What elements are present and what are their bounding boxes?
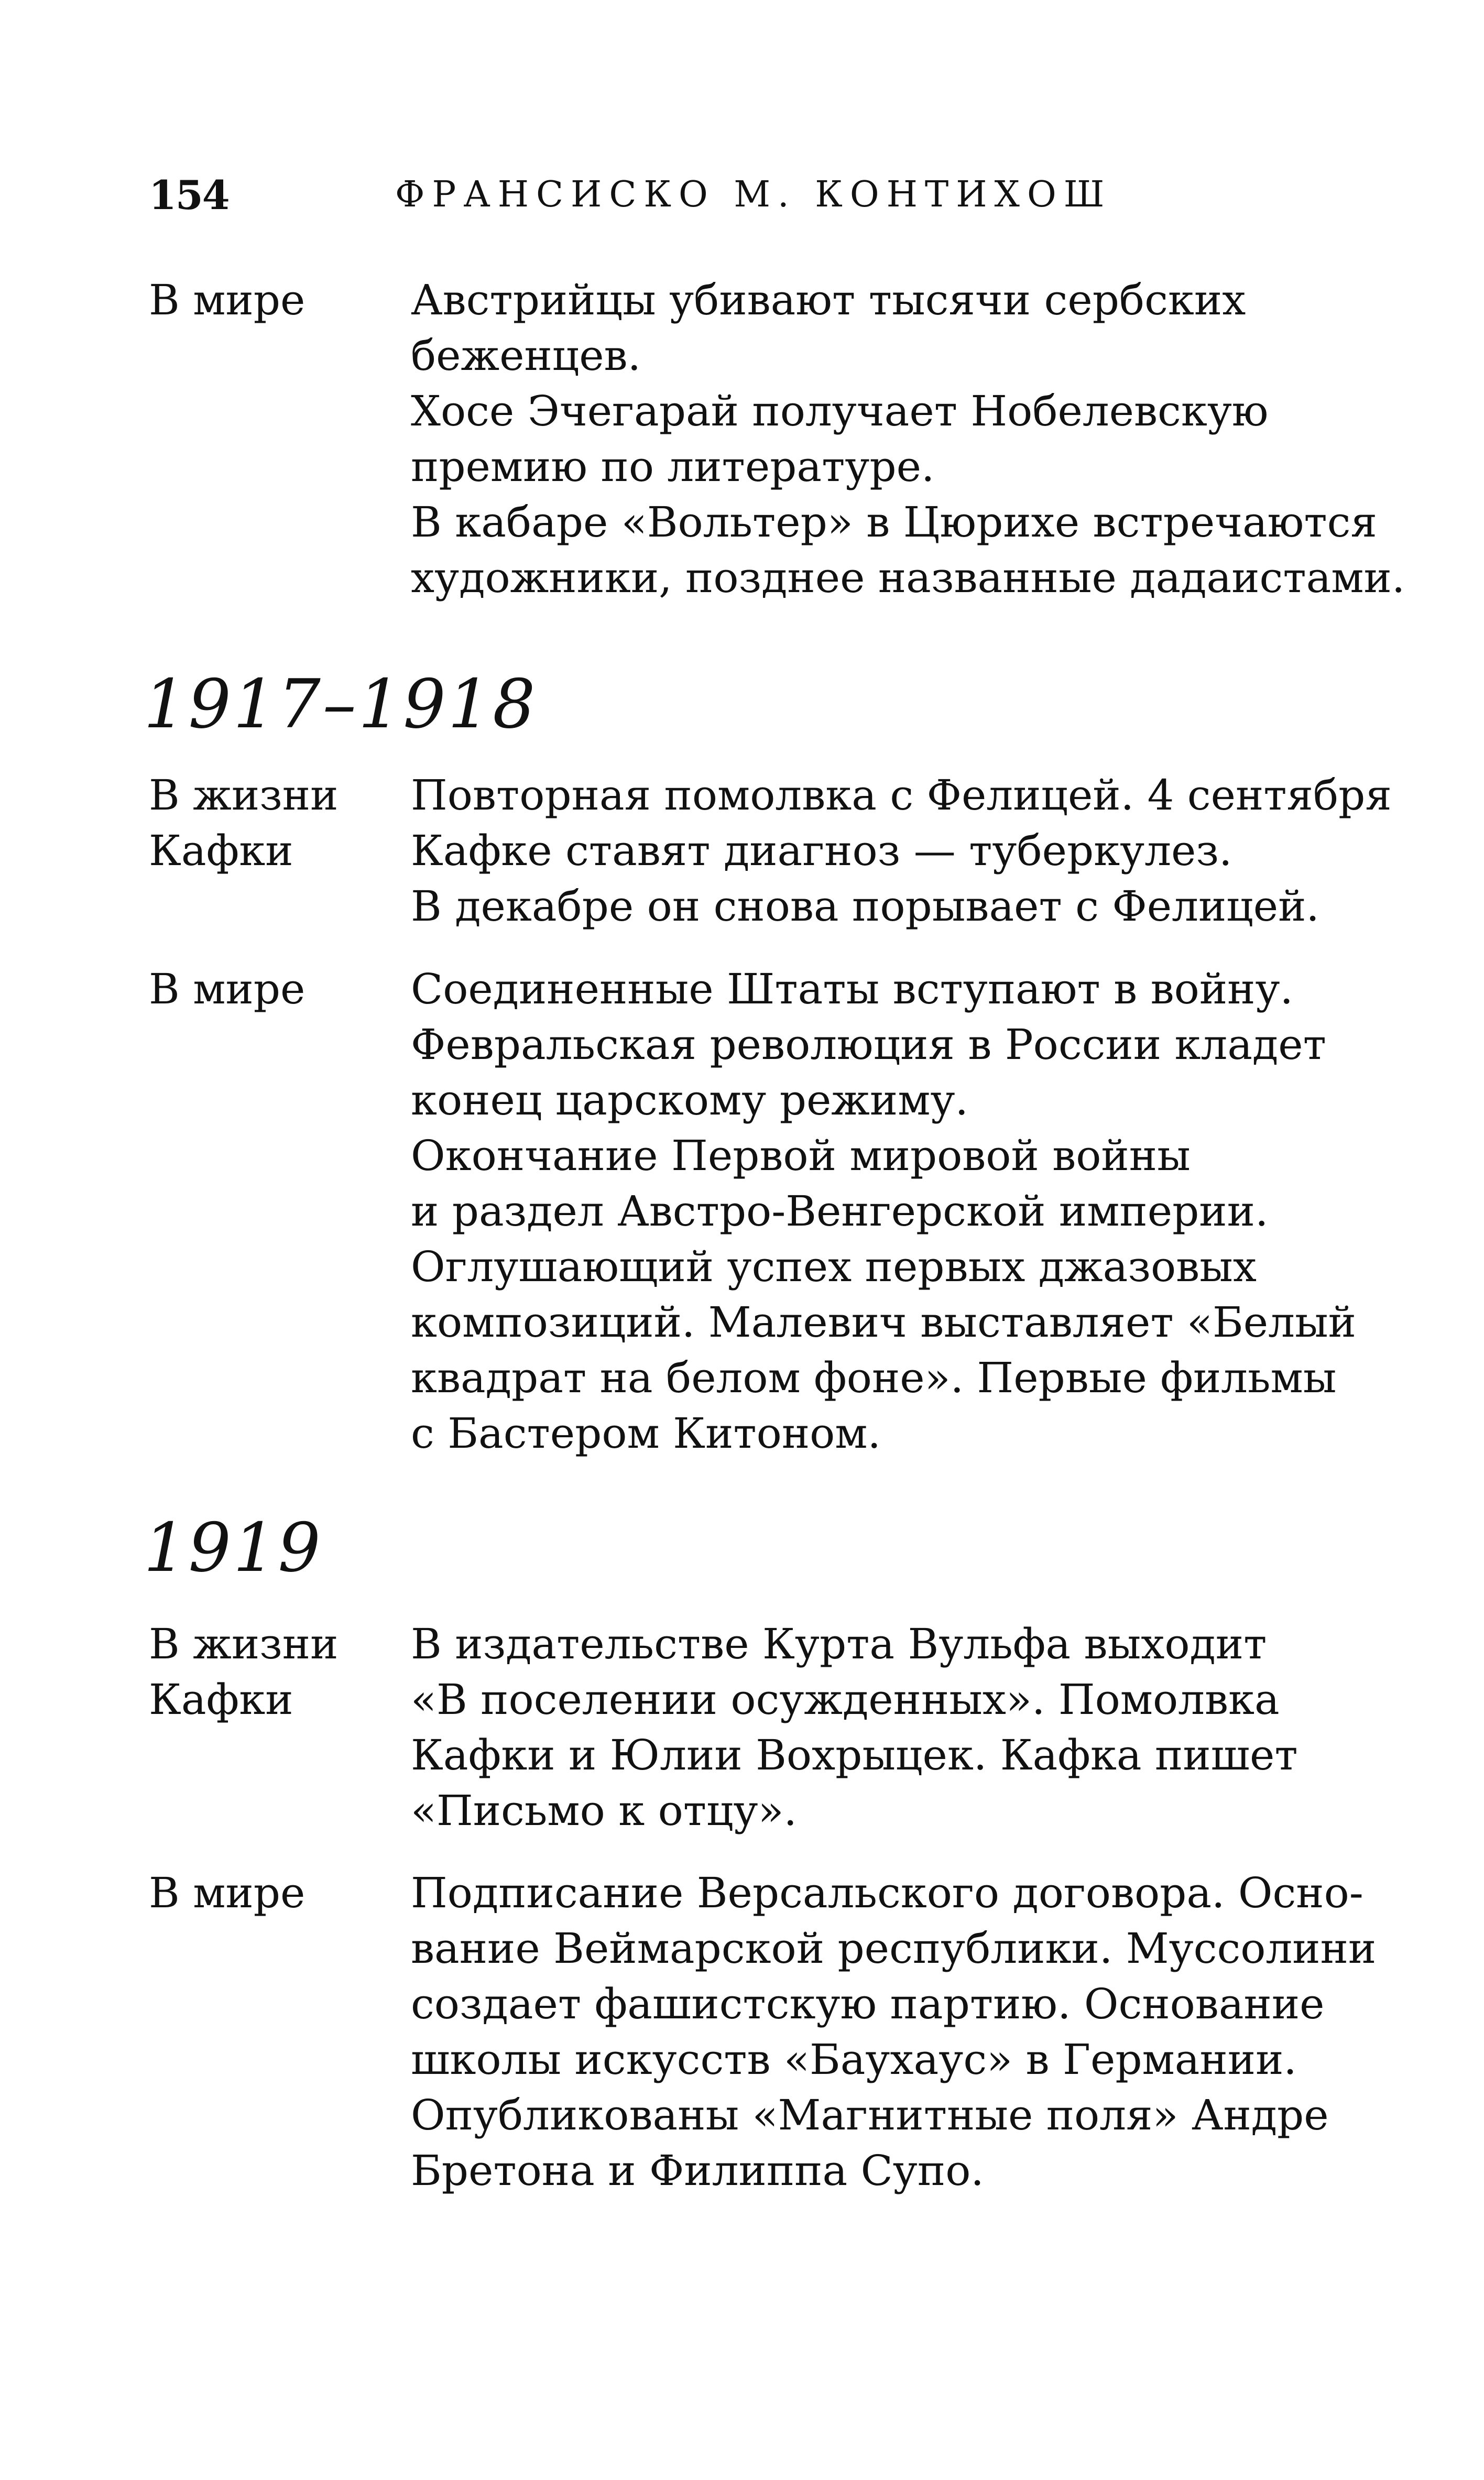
entry-text [411,1616,1354,1839]
entry-text-line: художники, позднее названные дадаистами. [411,553,1405,602]
entry-text [411,1865,1377,2199]
entry-label [149,768,395,879]
entry-text-line: квадрат на белом фоне». Первые фильмы [411,1353,1337,1402]
year-heading: 1917–1918 [144,665,538,744]
entry-text-line: В декабре он снова порывает с Фелицей. [411,882,1319,931]
year-heading: 1919 [144,1509,323,1587]
entry-text [411,768,1392,934]
entry-text-line: Соединенные Штаты вступают в войну. [411,965,1293,1013]
entry-text [411,272,1405,606]
entry-text-line: «Письмо к отцу». [411,1786,797,1835]
entry-label-line: Кафки [149,826,293,875]
entry-label [149,1616,395,1728]
entry-label-line: В мире [149,1869,305,1917]
running-title: ФРАНСИСКО М. КОНТИХОШ [395,174,1112,215]
entry-text-line: Февральская революция в России кладет [411,1020,1326,1069]
page-number: 154 [149,172,229,218]
entry-text-line: Бретона и Филиппа Супо. [411,2146,984,2195]
entry-text-line: В издательстве Курта Вульфа выходит [411,1620,1267,1668]
entry-text-line: беженцев. [411,331,641,380]
entry-text-line: Оглушающий успех первых джазовых [411,1242,1257,1291]
entry-label-line: Кафки [149,1675,293,1724]
entry-text-line: Австрийцы убивают тысячи сербских [411,276,1246,324]
entry-text-line: школы искусств «Баухаус» в Германии. [411,2035,1297,2084]
entry-text-line: конец царскому режиму. [411,1076,968,1124]
entry-text-line: Хосе Эчегарай получает Нобелевскую [411,387,1269,435]
entry-text-line: вание Веймарской республики. Муссолини [411,1924,1377,1973]
entry-text-line: Кафке ставят диагноз — туберкулез. [411,826,1232,875]
entry-text-line: «В поселении осужденных». Помолвка [411,1675,1280,1724]
entry-text-line: В кабаре «Вольтер» в Цюрихе встречаются [411,498,1377,547]
entry-label-line: В мире [149,965,305,1013]
entry-label [149,272,395,328]
page-header [149,172,1354,235]
entry-text-line: Кафки и Юлии Вохрыцек. Кафка пишет [411,1731,1298,1779]
entry-text-line: создает фашистскую партию. Основание [411,1980,1325,2028]
entry-text-line: Окончание Первой мировой войны [411,1131,1191,1180]
entry-text [411,962,1354,1461]
entry-text-line: с Бастером Китоном. [411,1409,881,1458]
entry-text-line: Подписание Версальского договора. Осно- [411,1869,1363,1917]
entry-label [149,1865,395,1921]
entry-label [149,962,395,1017]
entry-text-line: Опубликованы «Магнитные поля» Андре [411,2091,1329,2139]
entry-text-line: композиций. Малевич выставляет «Белый [411,1298,1356,1347]
entry-label-line: В жизни [149,1620,339,1668]
entry-text-line: и раздел Австро-Венгерской империи. [411,1187,1269,1236]
entry-text-line: премию по литературе. [411,442,935,491]
entry-label-line: В жизни [149,771,339,820]
entry-text-line: Повторная помолвка с Фелицей. 4 сентября [411,771,1392,820]
entry-label-line: В мире [149,276,305,324]
